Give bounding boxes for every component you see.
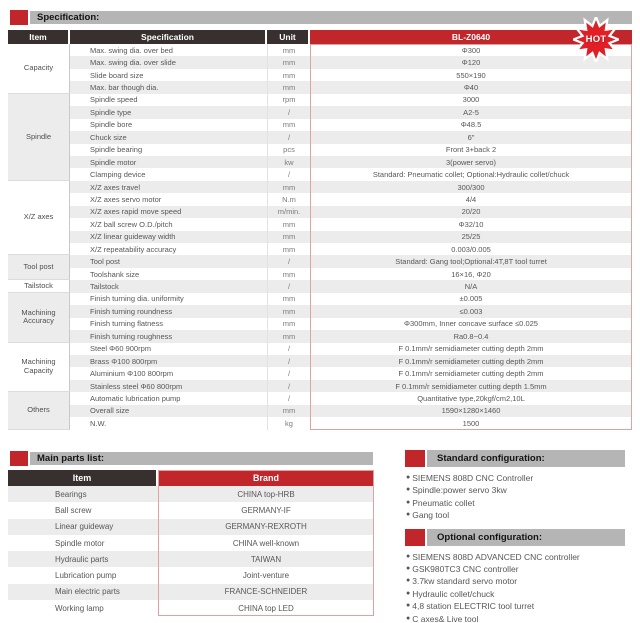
bullet-icon: ● bbox=[406, 474, 411, 481]
bullet-icon: ● bbox=[406, 552, 411, 560]
main-parts-section-header bbox=[10, 451, 373, 466]
spec-group-label: X/Z axes bbox=[8, 181, 70, 256]
spec-value: 1500 bbox=[462, 418, 480, 428]
spec-name: Finish turning dia. uniformity bbox=[90, 294, 184, 304]
part-brand: TAIWAN bbox=[250, 554, 282, 564]
main-parts-title: Main parts list: bbox=[37, 453, 105, 464]
spec-row bbox=[70, 119, 632, 131]
spec-unit: mm bbox=[267, 231, 310, 243]
spec-row bbox=[70, 380, 632, 392]
spec-row bbox=[70, 94, 632, 106]
part-name: Spindle motor bbox=[55, 538, 105, 548]
spec-name: Toolshank size bbox=[90, 269, 140, 279]
spec-row bbox=[70, 131, 632, 143]
main-parts-row bbox=[8, 519, 374, 535]
spec-unit: mm bbox=[267, 318, 310, 330]
config-list-item bbox=[406, 588, 625, 600]
spec-value: F 0.1mm/r semidiameter cutting depth 2mm bbox=[398, 344, 544, 354]
spec-value: Φ40 bbox=[463, 83, 479, 93]
spec-name: Stainless steel Φ60 800rpm bbox=[90, 381, 183, 391]
spec-row bbox=[70, 318, 632, 330]
spec-group-label: Spindle bbox=[8, 94, 70, 181]
spec-group bbox=[8, 181, 632, 256]
standard-config-header bbox=[405, 450, 625, 467]
config-item-text: SIEMENS 808D CNC Controller bbox=[412, 473, 534, 483]
spec-row bbox=[70, 231, 632, 243]
spec-row bbox=[70, 305, 632, 317]
specification-section-header bbox=[10, 10, 632, 25]
spec-value: 300/300 bbox=[457, 182, 485, 192]
standard-config-title: Standard configuration: bbox=[437, 453, 545, 464]
config-item-text: Hydraulic collet/chuck bbox=[412, 588, 495, 599]
main-parts-title-bar bbox=[30, 452, 373, 465]
config-item-text: 3.7kw standard servo motor bbox=[412, 576, 518, 587]
spec-name: Tool post bbox=[90, 257, 121, 267]
spec-row bbox=[70, 106, 632, 118]
spec-value: Front 3+back 2 bbox=[445, 145, 497, 155]
spec-unit: N.m bbox=[267, 193, 310, 205]
spec-group bbox=[8, 392, 632, 429]
part-name: Linear guideway bbox=[55, 522, 114, 532]
hot-badge-label: HOT bbox=[585, 34, 607, 45]
spec-unit: mm bbox=[267, 119, 310, 131]
spec-value: 6" bbox=[467, 132, 475, 142]
spec-row bbox=[70, 69, 632, 81]
spec-value: ±0.005 bbox=[459, 294, 483, 304]
spec-name: X/Z axes travel bbox=[90, 182, 141, 192]
config-item-text: SIEMENS 808D ADVANCED CNC controller bbox=[412, 551, 580, 562]
spec-unit: / bbox=[267, 106, 310, 118]
spec-group-label: Others bbox=[8, 392, 70, 429]
spec-value: 1590×1280×1460 bbox=[441, 406, 501, 416]
spec-unit: mm bbox=[267, 305, 310, 317]
spec-name: Spindle motor bbox=[90, 157, 137, 167]
spec-unit: / bbox=[267, 367, 310, 379]
spec-row bbox=[70, 168, 632, 180]
spec-name: X/Z axes rapid move speed bbox=[90, 207, 182, 217]
spec-name: Aluminium Φ100 800rpm bbox=[90, 369, 174, 379]
main-parts-row bbox=[8, 551, 374, 567]
spec-value: Ra0.8~0.4 bbox=[453, 331, 489, 341]
spec-group-label: Machining Capacity bbox=[8, 343, 70, 393]
bullet-icon: ● bbox=[406, 614, 411, 622]
spec-name: Steel Φ60 900rpm bbox=[90, 344, 152, 354]
spec-unit: mm bbox=[267, 293, 310, 305]
spec-row bbox=[70, 255, 632, 267]
spec-name: X/Z ball screw O.D./pitch bbox=[90, 219, 173, 229]
spec-unit: mm bbox=[267, 69, 310, 81]
config-list-item bbox=[406, 563, 625, 575]
part-name: Ball screw bbox=[55, 505, 92, 515]
spec-row bbox=[70, 81, 632, 93]
specification-table-body bbox=[8, 44, 632, 430]
spec-value: F 0.1mm/r semidiameter cutting depth 1.5mm bbox=[395, 381, 547, 391]
spec-row bbox=[70, 417, 632, 429]
spec-row bbox=[70, 206, 632, 218]
part-brand: Joint-venture bbox=[242, 571, 290, 581]
part-brand: CHINA top-HRB bbox=[237, 489, 295, 499]
spec-value: 20/20 bbox=[461, 207, 481, 217]
spec-row bbox=[70, 392, 632, 404]
spec-unit: mm bbox=[267, 268, 310, 280]
spec-row bbox=[70, 280, 632, 292]
spec-unit: kw bbox=[267, 156, 310, 168]
specification-title-bar bbox=[30, 11, 632, 24]
part-name: Lubrication pump bbox=[55, 571, 117, 581]
spec-unit: mm bbox=[267, 405, 310, 417]
spec-row bbox=[70, 56, 632, 68]
spec-value: N/A bbox=[464, 282, 478, 292]
part-brand: CHINA top LED bbox=[238, 603, 294, 613]
spec-name: Finish turning roughness bbox=[90, 331, 173, 341]
spec-group bbox=[8, 44, 632, 94]
main-parts-table-header bbox=[8, 470, 374, 486]
spec-unit: rpm bbox=[267, 94, 310, 106]
header-item: Item bbox=[8, 30, 70, 44]
config-list-item bbox=[406, 472, 625, 484]
spec-value: 3000 bbox=[462, 95, 480, 105]
main-parts-table-body bbox=[8, 486, 374, 616]
bullet-icon: ● bbox=[406, 589, 411, 597]
config-item-text: Pneumatic collet bbox=[412, 497, 475, 508]
spec-unit: mm bbox=[267, 181, 310, 193]
spec-value: Φ48.5 bbox=[460, 120, 482, 130]
config-list-item bbox=[406, 613, 625, 623]
spec-row bbox=[70, 181, 632, 193]
spec-name: Max. swing dia. over slide bbox=[90, 58, 176, 68]
spec-value: Standard: Pneumatic collet; Optional:Hydraulic collet/chuck bbox=[372, 170, 570, 180]
spec-name: Finish turning roundness bbox=[90, 306, 173, 316]
spec-name: Clamping device bbox=[90, 170, 146, 180]
spec-group bbox=[8, 280, 632, 292]
config-list-item bbox=[406, 575, 625, 587]
bullet-icon: ● bbox=[406, 486, 411, 494]
config-list-item bbox=[406, 551, 625, 563]
spec-unit: / bbox=[267, 255, 310, 267]
config-list-item bbox=[406, 484, 625, 496]
specification-table-header bbox=[8, 30, 632, 44]
spec-row bbox=[70, 405, 632, 417]
spec-group bbox=[8, 94, 632, 181]
standard-config-list bbox=[405, 472, 625, 522]
spec-name: Brass Φ100 800rpm bbox=[90, 356, 158, 366]
config-list-item bbox=[406, 509, 625, 521]
red-square-icon bbox=[405, 529, 425, 546]
specification-title: Specification: bbox=[37, 12, 100, 23]
spec-unit: / bbox=[267, 343, 310, 355]
part-name: Main electric parts bbox=[55, 587, 120, 597]
spec-value: Φ300 bbox=[461, 45, 481, 55]
config-list-item bbox=[406, 497, 625, 509]
spec-value: F 0.1mm/r semidiameter cutting depth 2mm bbox=[398, 369, 544, 379]
part-brand: GERMANY-REXROTH bbox=[225, 522, 307, 532]
part-name: Hydraulic parts bbox=[55, 554, 109, 564]
spec-name: N.W. bbox=[90, 418, 107, 428]
spec-value: ≤0.003 bbox=[459, 306, 483, 316]
specification-table bbox=[8, 30, 632, 430]
spec-group-label: Machining Accuracy bbox=[8, 293, 70, 343]
spec-name: X/Z linear guideway width bbox=[90, 232, 176, 242]
spec-name: Chuck size bbox=[90, 132, 127, 142]
spec-group-label: Tool post bbox=[8, 255, 70, 280]
spec-name: Max. swing dia. over bed bbox=[90, 45, 173, 55]
main-parts-row bbox=[8, 502, 374, 518]
main-parts-row bbox=[8, 486, 374, 502]
standard-config-title-bar bbox=[427, 450, 625, 467]
main-parts-row bbox=[8, 584, 374, 600]
bullet-icon: ● bbox=[406, 498, 411, 506]
config-item-text: 4,8 station ELECTRIC tool turret bbox=[412, 601, 535, 612]
spec-group bbox=[8, 343, 632, 393]
spec-name: Finish turning flatness bbox=[90, 319, 163, 329]
main-parts-table bbox=[8, 470, 374, 616]
spec-name: Spindle speed bbox=[90, 95, 138, 105]
bullet-icon: ● bbox=[406, 565, 411, 573]
bullet-icon: ● bbox=[406, 511, 411, 519]
spec-name: Tailstock bbox=[90, 282, 119, 292]
spec-row bbox=[70, 343, 632, 355]
spec-group-label: Tailstock bbox=[8, 280, 70, 292]
spec-value: 0.003/0.005 bbox=[451, 244, 491, 254]
spec-unit: / bbox=[267, 280, 310, 292]
spec-unit: mm bbox=[267, 81, 310, 93]
optional-config-title-bar bbox=[427, 529, 625, 546]
config-item-text: Spindle:power servo 3kw bbox=[412, 485, 507, 496]
spec-unit: kg bbox=[267, 417, 310, 429]
config-list-item bbox=[406, 600, 625, 612]
spec-value: 3(power servo) bbox=[445, 157, 497, 167]
spec-name: Max. bar though dia. bbox=[90, 83, 159, 93]
header-parts-brand: Brand bbox=[158, 470, 374, 486]
main-parts-row bbox=[8, 600, 374, 616]
spec-unit: mm bbox=[267, 56, 310, 68]
hot-badge bbox=[573, 17, 619, 62]
config-item-text: GSK980TC3 CNC controller bbox=[412, 564, 519, 575]
spec-name: Slide board size bbox=[90, 70, 144, 80]
red-square-icon bbox=[10, 451, 28, 466]
spec-unit: / bbox=[267, 380, 310, 392]
spec-value: 550×190 bbox=[456, 70, 486, 80]
main-parts-row bbox=[8, 535, 374, 551]
spec-unit: pcs bbox=[267, 144, 310, 156]
optional-config-title: Optional configuration: bbox=[437, 531, 543, 543]
spec-row bbox=[70, 268, 632, 280]
spec-name: Automatic lubrication pump bbox=[90, 393, 181, 403]
configuration-column bbox=[405, 450, 625, 623]
spec-name: Overall size bbox=[90, 406, 130, 416]
spec-row bbox=[70, 193, 632, 205]
header-model: BL-Z0640 bbox=[310, 30, 632, 44]
spec-row bbox=[70, 156, 632, 168]
spec-row bbox=[70, 293, 632, 305]
spec-name: Spindle type bbox=[90, 107, 132, 117]
config-item-text: Gang tool bbox=[412, 510, 450, 521]
spec-unit: mm bbox=[267, 44, 310, 56]
spec-value: 16×16, Φ20 bbox=[451, 269, 491, 279]
spec-value: Φ300mm, Inner concave surface ≤0.025 bbox=[404, 319, 538, 329]
header-unit: Unit bbox=[267, 30, 310, 44]
spec-row bbox=[70, 44, 632, 56]
header-specification: Specification bbox=[70, 30, 267, 44]
red-square-icon bbox=[10, 10, 28, 25]
part-name: Bearings bbox=[55, 489, 87, 499]
spec-unit: mm bbox=[267, 218, 310, 230]
spec-unit: / bbox=[267, 131, 310, 143]
red-square-icon bbox=[405, 450, 425, 467]
spec-value: F 0.1mm/r semidiameter cutting depth 2mm bbox=[398, 356, 544, 366]
spec-name: Spindle bearing bbox=[90, 145, 143, 155]
header-parts-item: Item bbox=[8, 470, 158, 486]
spec-value: Φ120 bbox=[461, 58, 481, 68]
spec-name: Spindle bore bbox=[90, 120, 133, 130]
spec-row bbox=[70, 330, 632, 342]
part-brand: FRANCE-SCHNEIDER bbox=[224, 587, 308, 597]
spec-value: Quantitative type,20kgf/cm2,10L bbox=[417, 393, 525, 403]
spec-row bbox=[70, 355, 632, 367]
spec-unit: mm bbox=[267, 243, 310, 255]
spec-unit: m/min. bbox=[267, 206, 310, 218]
main-parts-row bbox=[8, 567, 374, 583]
optional-config-list bbox=[405, 551, 625, 623]
spec-name: X/Z axes servo motor bbox=[90, 194, 162, 204]
bullet-icon: ● bbox=[406, 602, 411, 610]
spec-value: Standard: Gang tool;Optional:4T,8T tool turret bbox=[395, 257, 547, 267]
part-brand: CHINA well-known bbox=[232, 538, 300, 548]
spec-name: X/Z repeatability accuracy bbox=[90, 244, 177, 254]
spec-row bbox=[70, 218, 632, 230]
bullet-icon: ● bbox=[406, 577, 411, 585]
part-name: Working lamp bbox=[55, 603, 104, 613]
config-item-text: C axes& Live tool bbox=[412, 613, 479, 623]
spec-row bbox=[70, 144, 632, 156]
spec-unit: / bbox=[267, 168, 310, 180]
spec-row bbox=[70, 243, 632, 255]
spec-group bbox=[8, 255, 632, 280]
part-brand: GERMANY-IF bbox=[241, 505, 291, 515]
spec-row bbox=[70, 367, 632, 379]
spec-unit: / bbox=[267, 355, 310, 367]
spec-value: Φ32/10 bbox=[458, 219, 484, 229]
spec-unit: mm bbox=[267, 330, 310, 342]
spec-value: A2-5 bbox=[463, 107, 479, 117]
optional-config-header bbox=[405, 529, 625, 546]
spec-value: 25/25 bbox=[461, 232, 481, 242]
spec-group-label: Capacity bbox=[8, 44, 70, 94]
spec-group bbox=[8, 293, 632, 343]
spec-unit: / bbox=[267, 392, 310, 404]
spec-value: 4/4 bbox=[465, 194, 477, 204]
